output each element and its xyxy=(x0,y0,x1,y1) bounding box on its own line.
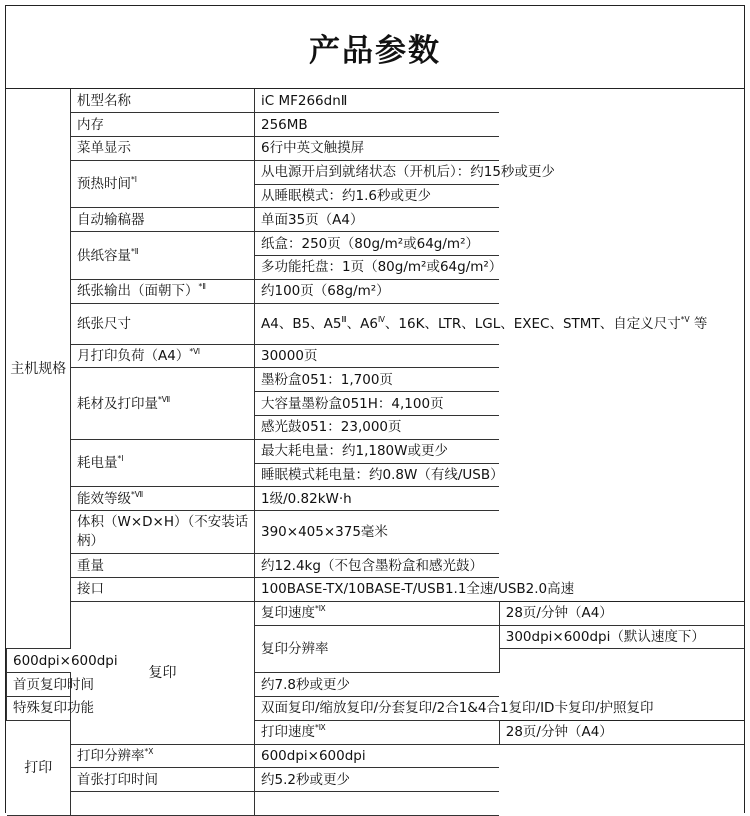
section-copy: 复印 xyxy=(71,601,255,744)
row-value-weight: 约12.4kg（不包含墨粉盒和感光鼓） xyxy=(255,554,500,578)
row-label-warmup: 预热时间$^{*Ⅰ}$ xyxy=(71,160,255,208)
table-row xyxy=(7,113,745,137)
footnote-mark: *Ⅹ xyxy=(144,747,154,757)
table-row xyxy=(7,89,745,113)
row-value-copy-speed: 28页/分钟（A4） xyxy=(499,601,744,625)
table-row xyxy=(7,578,745,602)
footnote-mark: *Ⅶ xyxy=(131,489,144,499)
row-value-power-1: 最大耗电量：约1,180W或更少 xyxy=(255,439,500,463)
footnote-mark: *Ⅰ xyxy=(131,175,137,185)
table-row xyxy=(7,554,745,578)
table-row xyxy=(7,160,745,184)
footnote-mark: *Ⅱ xyxy=(198,282,206,292)
row-label-memory: 内存 xyxy=(71,113,255,137)
row-label-model: 机型名称 xyxy=(71,89,255,113)
table-row xyxy=(7,208,745,232)
row-value-model: iC MF266dnⅡ xyxy=(255,89,500,113)
row-label-size: 体积（W×D×H）（不安装话柄） xyxy=(71,511,255,554)
row-label-empty xyxy=(71,792,255,816)
footnote-mark: *Ⅵ xyxy=(189,347,200,357)
table-row xyxy=(7,137,745,161)
table-row xyxy=(7,487,745,511)
row-value-energy: 1级/0.82kW·h xyxy=(255,487,500,511)
row-value-memory: 256MB xyxy=(255,113,500,137)
row-label-print-res: 打印分辨率$^{*Ⅹ}$ xyxy=(71,744,255,768)
footnote-mark: *Ⅱ xyxy=(131,246,139,256)
table-row xyxy=(7,792,745,816)
row-value-power-2: 睡眠模式耗电量：约0.8W（有线/USB） xyxy=(255,463,500,487)
row-label-energy: 能效等级$^{*Ⅶ}$ xyxy=(71,487,255,511)
footnote-mark: *Ⅶ xyxy=(158,394,171,404)
row-label-paper-output: 纸张输出（面朝下）$^{*Ⅱ}$ xyxy=(71,279,255,303)
row-label-adf: 自动输稿器 xyxy=(71,208,255,232)
spec-table xyxy=(6,89,744,816)
row-value-print-res: 600dpi×600dpi xyxy=(255,744,500,768)
row-label-copy-special: 特殊复印功能 xyxy=(7,697,71,721)
row-value-copy-res-1: 300dpi×600dpi（默认速度下） xyxy=(499,625,744,649)
row-value-paper-input-2: 多功能托盘：1页（80g/m²或64g/m²） xyxy=(255,256,500,280)
row-value-print-speed: 28页/分钟（A4） xyxy=(499,720,744,744)
row-value-paper-output: 约100页（68g/m²） xyxy=(255,279,500,303)
table-row xyxy=(7,768,745,792)
row-value-size: 390×405×375毫米 xyxy=(255,511,500,554)
row-value-consumables-2: 大容量墨粉盒051H：4,100页 xyxy=(255,392,500,416)
row-label-power: 耗电量$^{*Ⅰ}$ xyxy=(71,439,255,487)
row-value-consumables-1: 墨粉盒051：1,700页 xyxy=(255,368,500,392)
row-label-menu: 菜单显示 xyxy=(71,137,255,161)
row-label-duty: 月打印负荷$(A4)^{*Ⅵ}$ xyxy=(71,344,255,368)
table-row xyxy=(7,511,745,554)
row-label-print-speed: 打印速度$^{*Ⅸ}$ xyxy=(255,720,500,744)
table-row xyxy=(7,232,745,256)
row-label-copy-res: 复印分辨率 xyxy=(255,625,500,673)
table-row xyxy=(7,303,745,344)
row-value-interface: 100BASE-TX/10BASE-T/USB1.1全速/USB2.0高速 xyxy=(255,578,500,602)
footnote-mark: *Ⅰ xyxy=(117,454,124,464)
row-value-print-first: 约5.2秒或更少 xyxy=(255,768,500,792)
row-label-interface: 接口 xyxy=(71,578,255,602)
row-value-warmup-1: 从电源开启到就绪状态（开机后）：约15秒或更少 xyxy=(255,160,500,184)
row-value-copy-res-2: 600dpi×600dpi xyxy=(7,649,71,673)
spec-sheet xyxy=(5,5,745,813)
row-value-menu: 6行中英文触摸屏 xyxy=(255,137,500,161)
row-label-paper-input: 供纸容量$^{*Ⅱ}$ xyxy=(71,232,255,280)
table-row xyxy=(7,368,745,392)
section-print: 打印 xyxy=(7,720,71,815)
row-value-empty xyxy=(255,792,500,816)
row-value-warmup-2: 从睡眠模式：约1.6秒或更少 xyxy=(255,184,500,208)
footnote-mark: *Ⅸ xyxy=(315,723,326,733)
table-row xyxy=(7,279,745,303)
row-value-duty: 30000页 xyxy=(255,344,500,368)
section-main: 主机规格 xyxy=(7,89,71,649)
table-row xyxy=(7,744,745,768)
table-row xyxy=(7,344,745,368)
row-value-copy-special: 双面复印/缩放复印/分套复印/2合1&4合1复印/ID卡复印/护照复印 xyxy=(255,697,500,721)
row-value-adf: 单面35页（A4） xyxy=(255,208,500,232)
row-label-consumables: 耗材及打印量$^{*Ⅶ}$ xyxy=(71,368,255,439)
row-value-consumables-3: 感光鼓051：23,000页 xyxy=(255,416,500,440)
table-row xyxy=(7,439,745,463)
row-label-copy-first: 首页复印时间 xyxy=(7,673,71,697)
row-label-print-first: 首张打印时间 xyxy=(71,768,255,792)
page-title: 产品参数 xyxy=(6,6,744,89)
row-value-paper-input-1: 纸盒：250页（80g/m²或64g/m²） xyxy=(255,232,500,256)
footnote-mark: *Ⅸ xyxy=(315,604,326,614)
table-row xyxy=(7,601,745,625)
row-value-copy-first: 约7.8秒或更少 xyxy=(255,673,500,697)
row-label-weight: 重量 xyxy=(71,554,255,578)
row-label-paper-size: 纸张尺寸 xyxy=(71,303,255,344)
row-value-paper-size: A4、B5、$A5^Ⅲ$、$A6^Ⅳ$、16K、LTR、LGL、EXEC、STMT、自定义尺寸$^{*Ⅴ}$ 等 xyxy=(255,303,500,344)
row-label-copy-speed: 复印速度$^{*Ⅸ}$ xyxy=(255,601,500,625)
